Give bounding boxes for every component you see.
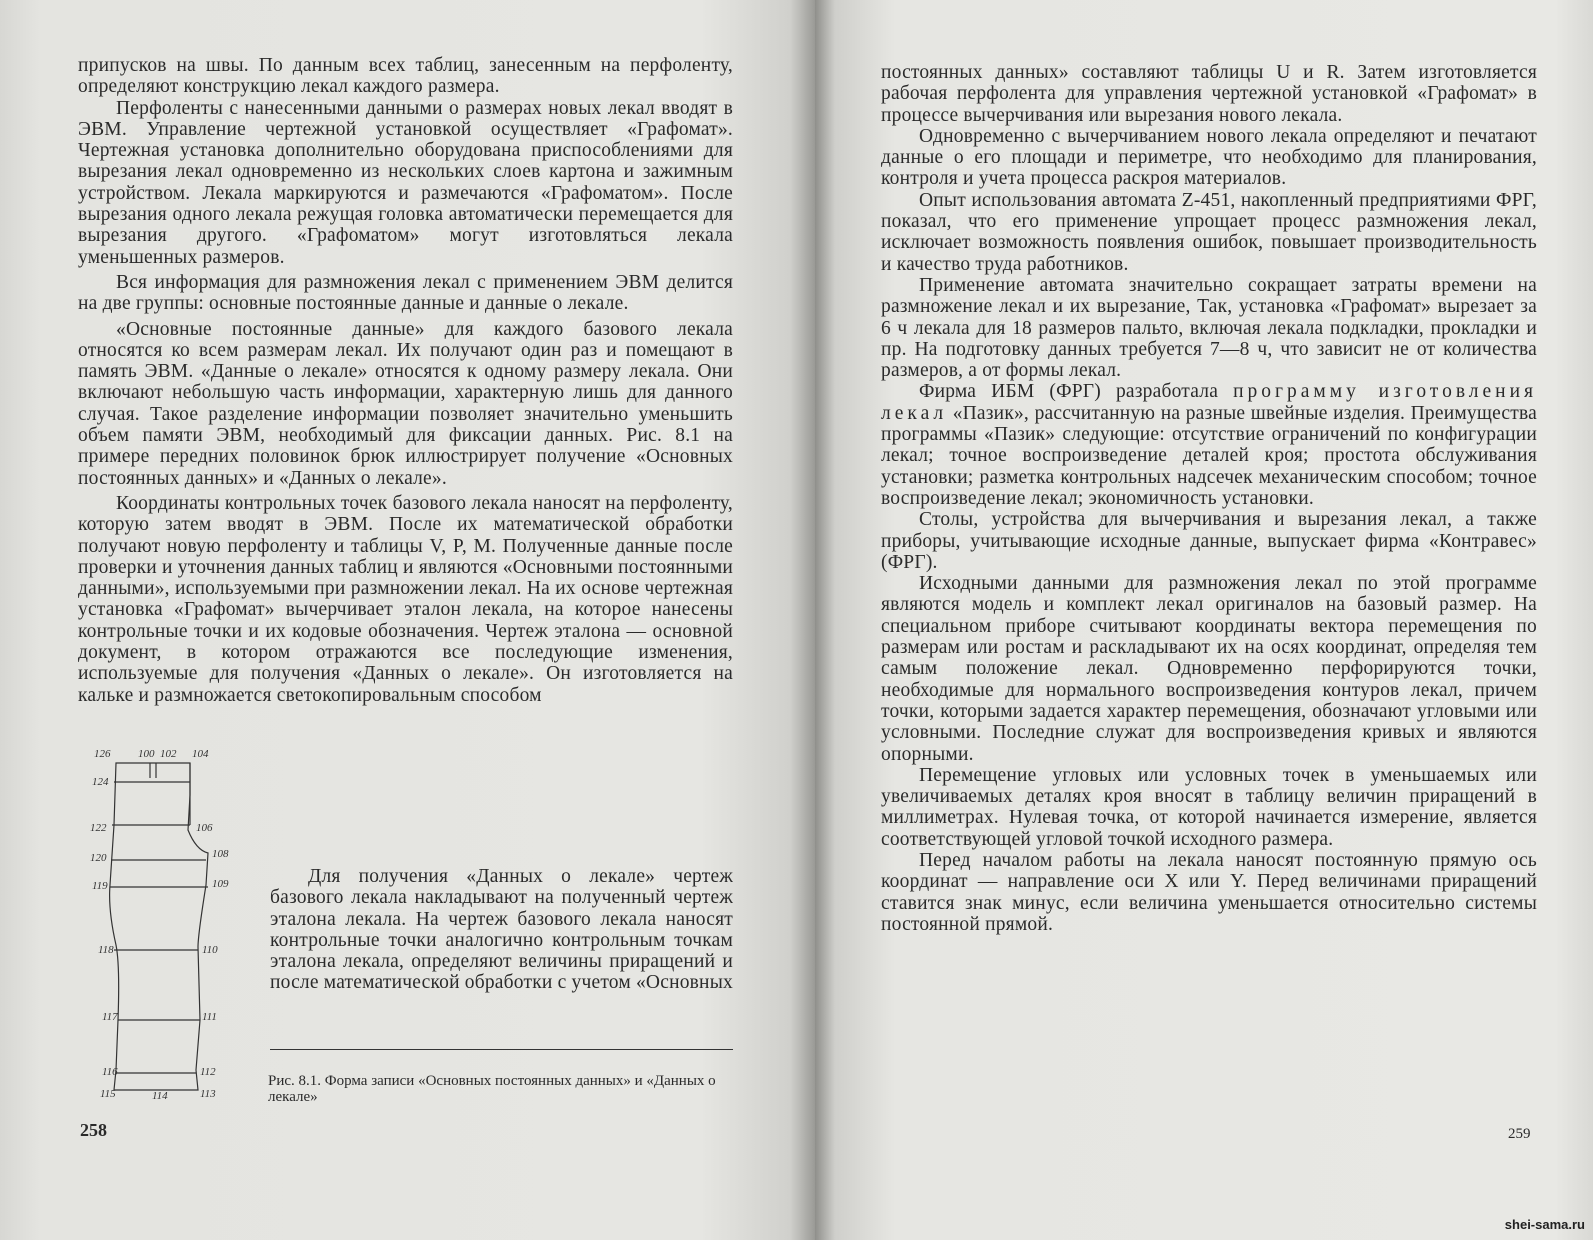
left-text-column bbox=[78, 55, 733, 706]
figure-label: 112 bbox=[200, 1066, 216, 1078]
paragraph: Опыт использования автомата Z-451, накопленный предприятиями ФРГ, показал, что его применение упрощает процесс размножения лекал, исключает возможность появления ошибок, повышает производительность и качество труда работников. bbox=[881, 189, 1537, 275]
left-bottom-text bbox=[270, 866, 733, 994]
right-text-column bbox=[881, 62, 1537, 935]
paragraph: Применение автомата значительно сокращает затраты времени на размножение лекал и их вырезание, Так, установка «Графомат» вырезает за 6 ч лекала для 18 размеров пальто, включая лекала подкладки, прокладки и пр. На подготовку данных требуется 7—8 ч, что зависит не от количества размеров, а от формы лекал. bbox=[881, 274, 1537, 382]
figure-label: 104 bbox=[192, 748, 209, 760]
paragraph: Перемещение угловых или условных точек в уменьшаемых или увеличиваемых деталях кроя вносят в таблицу величин приращений в миллиметрах. Нулевая точка, от которой начинается измерение, является соответствующей угловой точкой исходного размера. bbox=[881, 764, 1537, 850]
paragraph: «Основные постоянные данные» для каждого базового лекала относятся ко всем размерам лекал. Их получают один раз и помещают в память ЭВМ. «Данные о лекале» относятся к одному размеру лекала. Они включают небольшую часть информации, характерную лишь для данного случая. Такое разделение информации позволяет значительно уменьшить объем памяти ЭВМ, необходимый для фиксации данных. Рис. 8.1 на примере передних половинок брюк иллюстрирует получение «Основных постоянных данных» и «Данных о лекале». bbox=[78, 318, 733, 489]
spaced-phrase: программу изготовления лекал bbox=[881, 381, 1538, 424]
figure-label: 117 bbox=[102, 1011, 118, 1023]
figure-label: 109 bbox=[212, 878, 229, 890]
figure-label: 110 bbox=[202, 944, 218, 956]
paragraph: Столы, устройства для вычерчивания и вырезания лекал, а также приборы, учитывающие исходные данные, выпускает фирма «Контравес» (ФРГ). bbox=[881, 509, 1537, 573]
figure-trouser-pattern bbox=[78, 735, 268, 1115]
figure-label: 111 bbox=[202, 1011, 217, 1023]
paragraph: Вся информация для размножения лекал с применением ЭВМ делится на две группы: основные постоянные данные и данные о лекале. bbox=[78, 271, 733, 315]
watermark: shei-sama.ru bbox=[1504, 1217, 1585, 1232]
paragraph: Перед началом работы на лекала наносят постоянную прямую ось координат — направление оси X или Y. Перед величинами приращений ставится знак минус, если величина уменьшается относительно системы постоянной прямой. bbox=[881, 849, 1537, 935]
paragraph: Исходными данными для размножения лекал по этой программе являются модель и комплект лекал оригиналов на базовый размер. На специальном приборе считывают координаты вектора перемещения по размерам или ростам и раскладывают их на осях координат, определяя тем самым положение лекал. Одновременно перфорируются точки, необходимые для нормального воспроизведения контуров лекал, причем точки, которыми задается характер перемещения, обозначают угловыми или условными. Последние служат для воспроизведения кривых и являются опорными. bbox=[881, 573, 1537, 765]
trouser-pattern-drawing bbox=[78, 735, 268, 1115]
figure-label: 119 bbox=[92, 880, 108, 892]
paragraph: припусков на швы. По данным всех таблиц, занесенным на перфоленту, определяют конструкцию лекал каждого размера. bbox=[78, 55, 733, 98]
paragraph: постоянных данных» составляют таблицы U и R. Затем изготовляется рабочая перфолента для управления чертежной установкой «Графомат» в процессе вычерчивания или вырезания нового лекала. bbox=[881, 62, 1537, 126]
figure-label: 102 bbox=[160, 748, 177, 760]
paragraph: Перфоленты с нанесенными данными о размерах новых лекал вводят в ЭВМ. Управление чертежной установкой осуществляет «Графомат». Чертежная установка дополнительно оборудована приспособлениями для вырезания лекал одновременно из нескольких слоев картона и зажимным устройством. Лекала маркируются и размечаются «Графоматом». После вырезания одного лекала режущая головка автоматически перемещается для вырезания другого. «Графоматом» могут изготовляться лекала уменьшенных размеров. bbox=[78, 97, 733, 268]
figure-label: 122 bbox=[90, 822, 107, 834]
figure-label: 108 bbox=[212, 848, 229, 860]
figure-label: 115 bbox=[100, 1088, 116, 1100]
paragraph: Для получения «Данных о лекале» чертеж базового лекала накладывают на полученный чертеж эталона лекала. На чертеж базового лекала наносят контрольные точки аналогично контрольным точкам эталона лекала, определяют величины приращений и после математической обработки с учетом «Основных bbox=[270, 866, 733, 994]
paragraph-part: Фирма ИБМ (ФРГ) разработала bbox=[919, 381, 1219, 403]
figure-label: 126 bbox=[94, 748, 111, 760]
figure-caption: Рис. 8.1. Форма записи «Основных постоянных данных» и «Данных о лекале» bbox=[268, 1073, 716, 1105]
figure-label: 100 bbox=[138, 748, 155, 760]
figure-label: 116 bbox=[102, 1066, 118, 1078]
figure-label: 106 bbox=[196, 822, 213, 834]
figure-label: 113 bbox=[200, 1088, 216, 1100]
figure-label: 120 bbox=[90, 852, 107, 864]
page-number: 259 bbox=[1508, 1126, 1531, 1142]
figure-label: 114 bbox=[152, 1090, 168, 1102]
right-page bbox=[815, 0, 1593, 1240]
paragraph-part: «Пазик», рассчитанную на разные швейные изделия. Преимущества программы «Пазик» следующие: отсутствие ограничений по конфигурации лекал; точное воспроизведение деталей кроя; простота обслуживания установки; разметка контрольных надсечек механическим способом; точное воспроизведение лекал; экономичность установки. bbox=[881, 402, 1538, 509]
figure-label: 124 bbox=[92, 776, 109, 788]
figure-label: 118 bbox=[98, 944, 114, 956]
paragraph: Координаты контрольных точек базового лекала наносят на перфоленту, которую затем вводят в ЭВМ. После их математической обработки получают новую перфоленту и таблицы V, P, M. Полученные данные после проверки и уточнения данных таблиц и являются «Основными постоянными данными», используемыми при размножении лекал. На их основе чертежная установка «Графомат» вычерчивает эталон лекала, на которое нанесены контрольные точки и их кодовые обозначения. Чертеж эталона — основной документ, в котором отражаются все последующие изменения, используемые для получения «Данных о лекале». Он изготовляется на кальке и размножается светокопировальным способом bbox=[78, 492, 733, 706]
paragraph bbox=[881, 381, 1537, 509]
page-number: 258 bbox=[80, 1120, 107, 1140]
caption-rule bbox=[270, 1049, 733, 1050]
pattern-outline bbox=[110, 763, 208, 1090]
paragraph: Одновременно с вычерчиванием нового лекала определяют и печатают данные о его площади и периметре, что необходимо для планирования, контроля и учета процесса раскроя материалов. bbox=[881, 125, 1537, 190]
